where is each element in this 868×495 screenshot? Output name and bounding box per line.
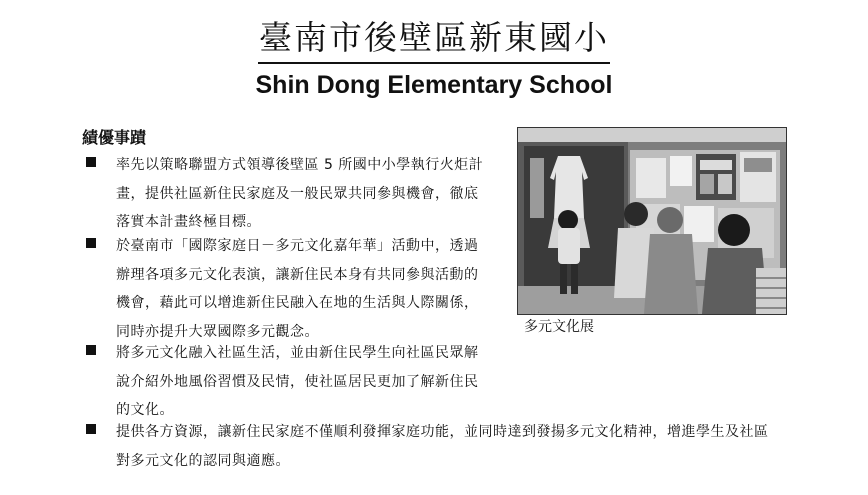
square-bullet-icon xyxy=(86,345,96,355)
text-line: 將多元文化融入社區生活，並由新住民學生向社區民眾解 xyxy=(116,345,479,361)
text-line: 於臺南市「國際家庭日－多元文化嘉年華」活動中，透過 xyxy=(116,238,479,254)
title-underline xyxy=(258,62,610,64)
text-line: 的文化。 xyxy=(116,402,174,418)
achievement-text xyxy=(116,232,479,346)
text-line: 提供各方資源，讓新住民家庭不僅順利發揮家庭功能，並同時達到發揚多元文化精神，增進學生及社區 xyxy=(116,424,769,440)
text-line: 對多元文化的認同與適應。 xyxy=(116,452,290,469)
exhibition-photo xyxy=(517,127,787,315)
page-title-chinese: 臺南市後壁區新東國小 xyxy=(259,18,609,57)
page-title-english: Shin Dong Elementary School xyxy=(255,71,613,99)
square-bullet-icon xyxy=(86,238,96,248)
text-line: 落實本計畫終極目標。 xyxy=(116,214,261,230)
text-line: 畫，提供社區新住民家庭及一般民眾共同參與機會，徹底 xyxy=(116,185,479,202)
text-line: 辦理各項多元文化表演，讓新住民本身有共同參與活動的 xyxy=(116,266,479,283)
square-bullet-icon xyxy=(86,424,96,434)
text-line: 率先以策略聯盟方式領導後壁區 5 所國中小學執行火炬計 xyxy=(116,157,484,173)
exhibition-photo-illustration xyxy=(518,128,786,314)
photo-caption: 多元文化展 xyxy=(524,319,594,335)
section-heading: 績優事蹟 xyxy=(82,128,147,147)
text-line: 同時亦提升大眾國際多元觀念。 xyxy=(116,323,319,340)
text-line: 機會，藉此可以增進新住民融入在地的生活與人際關係， xyxy=(116,295,479,311)
text-line: 說介紹外地風俗習慣及民情，使社區居民更加了解新住民 xyxy=(116,373,479,390)
achievement-text xyxy=(116,339,479,425)
achievement-text xyxy=(116,151,483,237)
achievement-text xyxy=(116,418,769,475)
square-bullet-icon xyxy=(86,157,96,167)
